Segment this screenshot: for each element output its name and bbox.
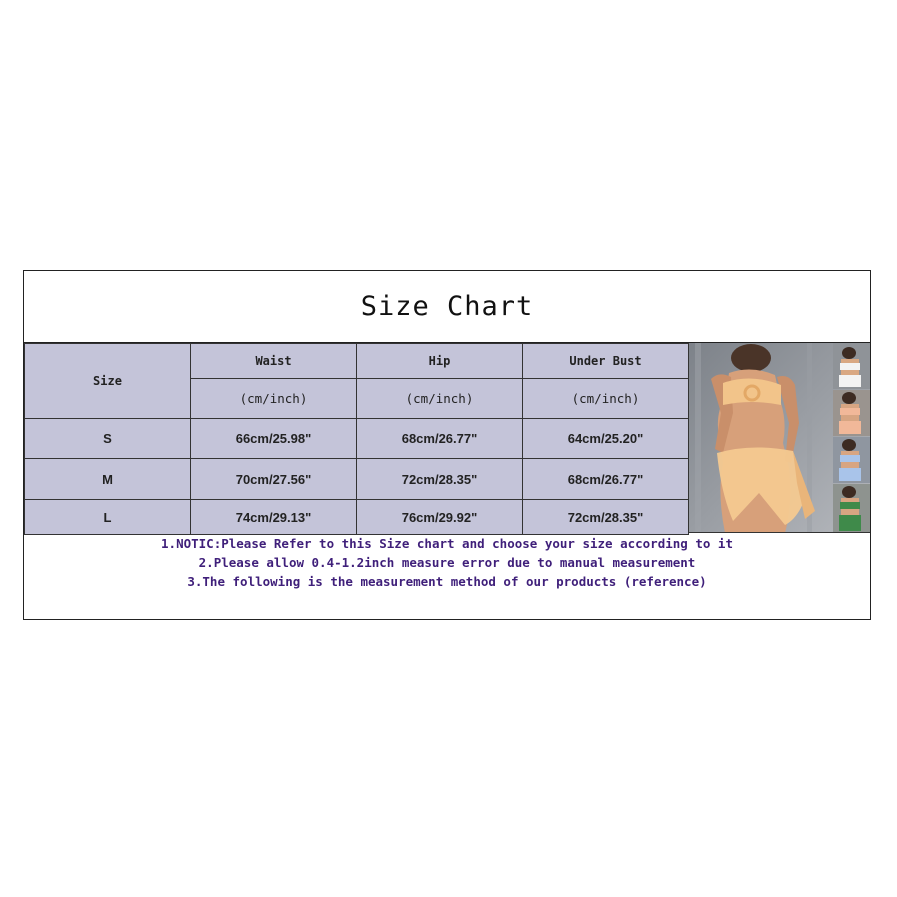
under-bust-cell: 72cm/28.35" <box>523 500 689 535</box>
table-row <box>25 419 689 459</box>
under-bust-unit: (cm/inch) <box>523 379 689 419</box>
size-cell: M <box>25 459 191 500</box>
size-cell: S <box>25 419 191 459</box>
notes-section <box>24 534 870 591</box>
table-header-row <box>25 344 689 379</box>
under-bust-cell: 64cm/25.20" <box>523 419 689 459</box>
size-cell: L <box>25 500 191 535</box>
size-table <box>24 343 689 535</box>
table-row <box>25 500 689 535</box>
under-bust-column-header: Under Bust <box>523 344 689 379</box>
product-photo <box>688 343 870 533</box>
hip-cell: 68cm/26.77" <box>357 419 523 459</box>
hip-cell: 76cm/29.92" <box>357 500 523 535</box>
waist-cell: 74cm/29.13" <box>191 500 357 535</box>
note-line: 2.Please allow 0.4-1.2inch measure error due to manual measurement <box>198 555 696 570</box>
table-row <box>25 459 689 500</box>
under-bust-cell: 68cm/26.77" <box>523 459 689 500</box>
hip-column-header: Hip <box>357 344 523 379</box>
size-column-header: Size <box>25 344 191 419</box>
hip-unit: (cm/inch) <box>357 379 523 419</box>
waist-unit: (cm/inch) <box>191 379 357 419</box>
note-line: 3.The following is the measurement method of our products (reference) <box>187 574 707 589</box>
waist-cell: 66cm/25.98" <box>191 419 357 459</box>
chart-title: Size Chart <box>24 271 870 343</box>
size-chart <box>23 270 871 620</box>
hip-cell: 72cm/28.35" <box>357 459 523 500</box>
waist-cell: 70cm/27.56" <box>191 459 357 500</box>
note-line: 1.NOTIC:Please Refer to this Size chart and choose your size according to it <box>161 536 733 551</box>
colorway-thumbnails <box>833 343 870 533</box>
waist-column-header: Waist <box>191 344 357 379</box>
